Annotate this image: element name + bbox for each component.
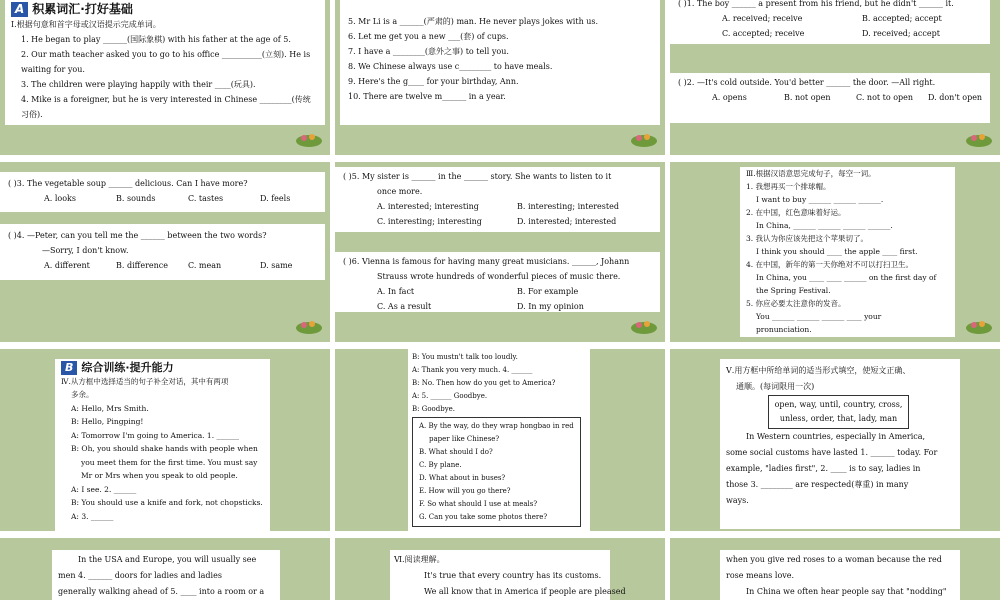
slide-11	[335, 538, 665, 600]
flower-decoration-icon	[629, 316, 659, 336]
passage-line: rose means love.	[726, 571, 795, 580]
passage-line: some social customs have lasted 1. ______ today. For	[726, 448, 938, 457]
option: D. interested; interested	[517, 217, 617, 226]
passage-line: ways.	[726, 496, 749, 505]
box-option: paper like Chinese?	[429, 435, 500, 443]
option: B. sounds	[116, 194, 156, 203]
word-box-line: unless, order, that, lady, man	[779, 414, 898, 423]
exercise-line: 1. 我想再买一个排球帽。	[746, 182, 831, 191]
exercise-line: 6. Let me get you a new ___(套) of cups.	[348, 32, 509, 41]
flower-decoration-icon	[964, 129, 994, 149]
dialog-line: A: 3. ______	[71, 511, 114, 521]
option: B. For example	[517, 287, 579, 296]
question-1: ( )1. The boy ______ a present from his friend, but he didn't ______ it.	[678, 0, 954, 8]
slide-3	[670, 0, 1000, 155]
slide-9	[670, 349, 1000, 531]
exercise-line: 3. 我认为你应该先把这个苹果切了。	[746, 234, 869, 243]
option: C. not to open	[856, 93, 914, 102]
passage-line: example, "ladies first", 2. ____ is to say, ladies in	[726, 464, 921, 473]
option: B. not open	[784, 93, 831, 102]
dialog-line: A: 5. ______ Goodbye.	[412, 392, 488, 400]
instruction: Ⅴ.用方框中所给单词的适当形式填空，使短文正确、	[726, 366, 911, 375]
option: C. interesting; interesting	[377, 217, 482, 226]
slide-2	[335, 0, 665, 155]
exercise-line: In China, you ____ ____ ______ on the first day of	[756, 273, 937, 282]
dialog-line: A: Hello, Mrs Smith.	[71, 403, 149, 413]
slide-5	[335, 162, 665, 342]
passage-line: when you give red roses to a woman because the red	[726, 555, 942, 564]
exercise-line: You ______ ______ ______ ____ your	[756, 312, 882, 321]
dialog-line: Mr or Mrs when you speak to old people.	[81, 471, 238, 480]
box-option: D. What about in buses?	[419, 474, 506, 482]
question-6: ( )6. Vienna is famous for having many great musicians. ______, Johann	[343, 257, 630, 266]
dialog-line: B: Hello, Pingping!	[71, 417, 144, 426]
passage-line: men 4. ______ doors for ladies and ladies	[58, 571, 222, 580]
option: C. tastes	[188, 194, 224, 203]
question-6-cont: Strauss wrote hundreds of wonderful pieces of music there.	[377, 272, 621, 281]
box-option: A. By the way, do they wrap hongbao in red	[419, 422, 574, 430]
passage-line: those 3. ________ are respected(尊重) in many	[726, 480, 909, 489]
exercise-line: 3. The children were playing happily with their ____(玩具).	[21, 80, 256, 89]
slide-1	[0, 0, 330, 155]
exercise-line: 5. 你应必要太注意你的发音。	[746, 299, 846, 308]
exercise-line: 9. Here's the g____ for your birthday, Ann.	[348, 77, 519, 86]
dialog-line: A: Tomorrow I'm going to America. 1. ______	[71, 430, 239, 440]
option: C. mean	[188, 261, 222, 270]
exercise-line: In China, ______ ______ ______ ______.	[756, 221, 893, 230]
dialog-line: B: No. Then how do you get to America?	[412, 379, 556, 387]
dialog-line: you meet them for the first time. You must say	[81, 457, 258, 467]
slide-7	[0, 349, 330, 531]
option: A. interested; interesting	[377, 202, 479, 211]
option: D. same	[260, 261, 293, 270]
box-option: F. So what should I use at meals?	[419, 500, 538, 508]
slide-4	[0, 162, 330, 342]
dialog-line: A: Thank you very much. 4. ______	[412, 366, 533, 374]
instruction: Ⅳ.从方框中选择适当的句子补全对话，其中有两项	[61, 376, 229, 386]
section-badge: B	[61, 361, 77, 375]
dialog-line: B: You should use a knife and fork, not chopsticks.	[71, 498, 263, 507]
option: D. In my opinion	[517, 302, 584, 311]
option: B. accepted; accept	[862, 14, 942, 23]
instruction: 多余。	[71, 390, 94, 399]
instruction: Ⅰ.根据句意和首字母或汉语提示完成单词。	[11, 20, 161, 29]
flower-decoration-icon	[294, 316, 324, 336]
passage-line: In Western countries, especially in America,	[746, 432, 926, 441]
flower-decoration-icon	[294, 129, 324, 149]
slide-12	[670, 538, 1000, 600]
question-4-reply: —Sorry, I don't know.	[42, 246, 129, 255]
option: D. feels	[260, 194, 291, 203]
exercise-line: the Spring Festival.	[756, 286, 831, 295]
word-box-line: open, way, until, country, cross,	[774, 400, 903, 409]
exercise-line: 习俗).	[21, 110, 43, 119]
dialog-line: B: Oh, you should shake hands with people when	[71, 444, 258, 453]
question-5: ( )5. My sister is ______ in the ______ story. She wants to listen to it	[343, 172, 612, 181]
slide-8	[335, 349, 665, 531]
passage-line: generally walking ahead of 5. ____ into a room or a	[58, 587, 265, 596]
option: C. As a result	[377, 302, 432, 311]
options-box	[412, 417, 581, 527]
exercise-line: I want to buy ______ ______ ______.	[756, 195, 884, 204]
question-4: ( )4. —Peter, can you tell me the ______ between the two words?	[8, 231, 267, 240]
option: C. accepted; receive	[722, 29, 805, 38]
box-option: G. Can you take some photos there?	[419, 513, 548, 521]
question-5-cont: once more.	[377, 187, 423, 196]
exercise-line: 2. Our math teacher asked you to go to his office __________(立刻). He is	[21, 50, 311, 59]
passage-line: It's true that every country has its customs.	[424, 571, 602, 580]
exercise-line: 10. There are twelve m______ in a year.	[348, 92, 506, 101]
exercise-line: 1. He began to play ______(国际象棋) with his father at the age of 5.	[21, 35, 291, 44]
slide-10	[0, 538, 330, 600]
option: A. In fact	[377, 287, 415, 296]
exercise-line: pronunciation.	[756, 325, 812, 334]
exercise-line: I think you should ____ the apple ____ first.	[756, 247, 918, 256]
box-option: E. How will you go there?	[419, 487, 511, 495]
dialog-line: B: You mustn't talk too loudly.	[412, 353, 518, 361]
passage-line: In the USA and Europe, you will usually see	[78, 555, 257, 564]
exercise-line: waiting for you.	[21, 65, 85, 74]
exercise-line: 5. Mr Li is a ______(严肃的) man. He never plays jokes with us.	[348, 17, 599, 26]
option: A. opens	[712, 93, 747, 102]
slide-6	[670, 162, 1000, 342]
instruction: Ⅵ.阅读理解。	[394, 555, 445, 564]
option: A. looks	[44, 194, 77, 203]
option: A. different	[44, 261, 90, 270]
dialog-line: B: Goodbye.	[412, 405, 456, 413]
dialog-line: A: I see. 2. ______	[71, 484, 137, 494]
exercise-line: 4. 在中国，新年的第一天你绝对不可以打扫卫生。	[746, 260, 914, 269]
option: A. received; receive	[722, 14, 803, 23]
question-3: ( )3. The vegetable soup ______ delicious. Can I have more?	[8, 179, 248, 188]
word-box	[768, 395, 910, 429]
instruction: 通顺。(每词限用一次)	[736, 382, 815, 391]
exercise-line: 8. We Chinese always use c________ to have meals.	[348, 62, 553, 71]
section-title: 积累词汇·打好基础	[32, 2, 133, 16]
passage-line: We all know that in America if people are pleased	[424, 587, 626, 596]
flower-decoration-icon	[629, 129, 659, 149]
flower-decoration-icon	[964, 316, 994, 336]
option: D. don't open	[928, 93, 983, 102]
option: B. difference	[116, 261, 168, 270]
instruction: Ⅲ.根据汉语意思完成句子，每空一词。	[746, 169, 876, 178]
option: B. interesting; interested	[517, 202, 619, 211]
exercise-line: 7. I have a ________(意外之事) to tell you.	[348, 47, 509, 56]
box-option: B. What should I do?	[419, 448, 493, 456]
box-option: C. By plane.	[419, 461, 462, 469]
option: D. received; accept	[862, 29, 940, 38]
exercise-line: 4. Mike is a foreigner, but he is very interested in Chinese ________(传统	[21, 95, 311, 104]
exercise-line: 2. 在中国，红色意味着好运。	[746, 208, 846, 217]
question-2: ( )2. —It's cold outside. You'd better ______ the door. —All right.	[678, 78, 936, 87]
section-badge: A	[11, 2, 28, 17]
section-title: 综合训练·提升能力	[81, 361, 174, 374]
passage-line: In China we often hear people say that "nodding"	[746, 587, 947, 596]
